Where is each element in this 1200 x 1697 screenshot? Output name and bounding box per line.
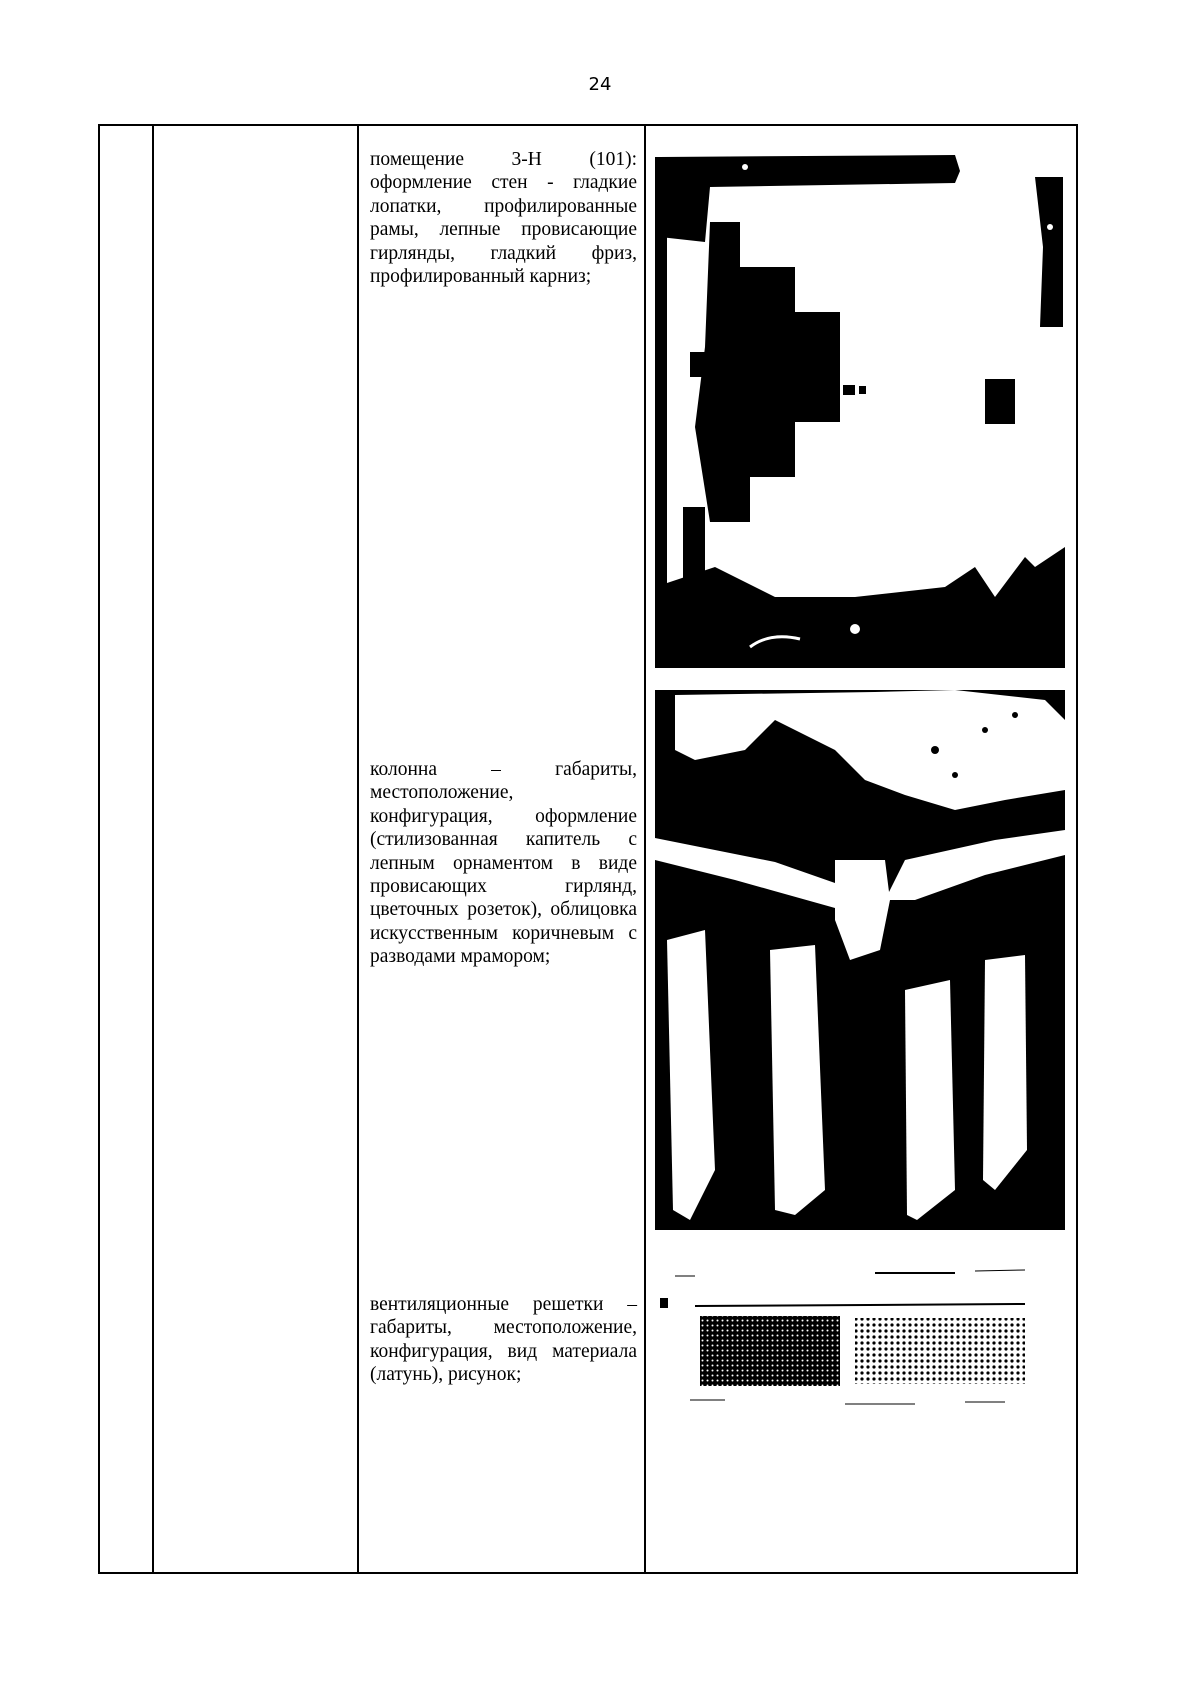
description-column: колонна – габариты, местоположение, конфигурация, оформление (стилизованная капитель с лепным орнаментом в виде провисающих гирлянд, цветочных розеток), облицовка искусственным коричневым с разводами мрамором; bbox=[370, 759, 637, 968]
table-border-left bbox=[98, 124, 100, 1574]
photo-column bbox=[655, 690, 1065, 1230]
page-number: 24 bbox=[588, 74, 612, 95]
photo-ventilation-grilles bbox=[655, 1268, 1065, 1423]
table-border-top bbox=[98, 124, 1078, 126]
table-border-bottom bbox=[98, 1572, 1078, 1574]
column-divider-2 bbox=[357, 124, 359, 1574]
column-divider-1 bbox=[152, 124, 154, 1574]
description-ventilation-grilles: вентиляционные решетки – габариты, местоположение, конфигурация, вид материала (латунь), рисунок; bbox=[370, 1294, 637, 1386]
table-border-right bbox=[1076, 124, 1078, 1574]
photo-column-image bbox=[655, 690, 1065, 1230]
photo-ventilation-grilles-image bbox=[655, 1268, 1065, 1423]
photo-wall-decoration bbox=[655, 127, 1065, 668]
column-divider-3 bbox=[644, 124, 646, 1574]
description-wall-decoration: помещение 3-Н (101): оформление стен - гладкие лопатки, профилированные рамы, лепные провисающие гирлянды, гладкий фриз, профилированный карниз; bbox=[370, 149, 637, 288]
photo-wall-decoration-image bbox=[655, 127, 1065, 668]
